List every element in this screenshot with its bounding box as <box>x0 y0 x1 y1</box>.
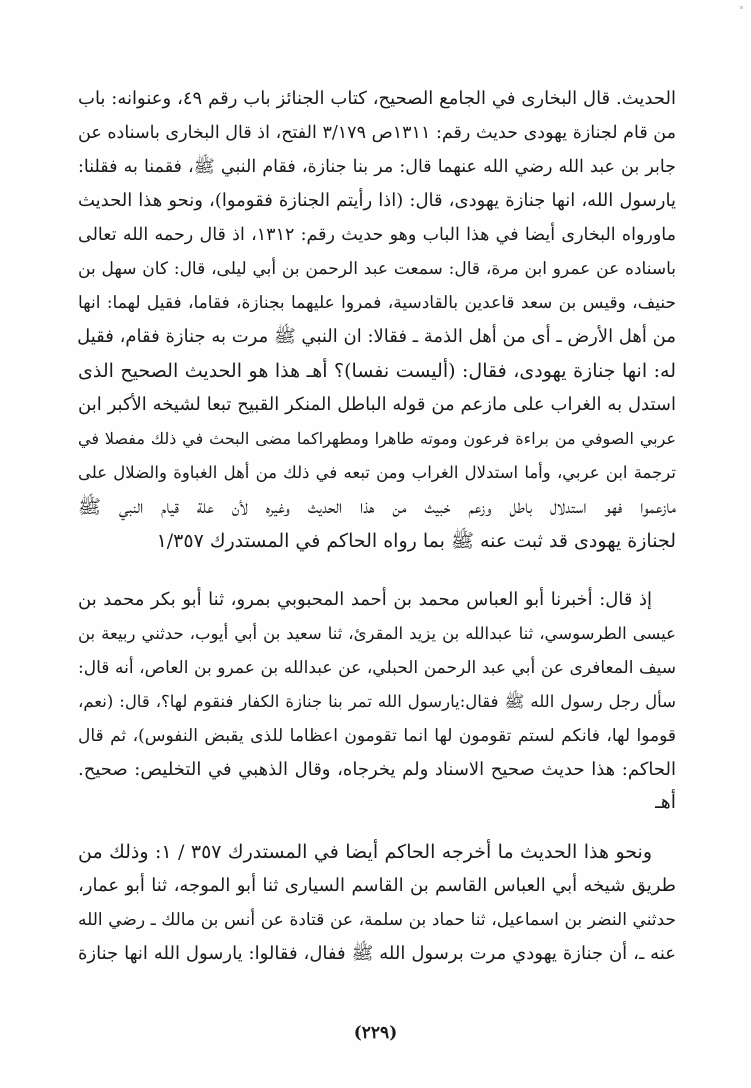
text-line: حدثني النضر بن اسماعيل، ثنا حماد بن سلمة، عن قتادة عن أنس بن مالك ـ رضي الله <box>78 910 676 930</box>
text-line: طريق شيخه أبي العباس القاسم بن القاسم السيارى ثنا أبو الموجه، ثنا أبو عمار، <box>78 875 676 896</box>
text-line: مازعموا فهو استدلال باطل وزعم خبيث من هذا الحديث وغيره لأن علة قيام النبي ﷺ <box>78 496 676 518</box>
paragraph-similar-hadith <box>78 835 676 971</box>
text-line: سيف المعافرى عن أبي عبد الرحمن الحبلي، عن عبدالله بن عمرو بن العاص، أنه قال: <box>78 658 676 678</box>
text-line: يارسول الله، انها جنازة يهودى، قال: (اذا رأيتم الجنازة فقوموا)، ونحو هذا الحديث <box>78 190 676 211</box>
text-line: لجنازة يهودى قد ثبت عنه ﷺ بما رواه الحاكم في المستدرك ١/٣٥٧ <box>156 530 676 552</box>
text-line: عربي الصوفي من براءة فرعون وموته طاهرا ومطهراكما مضى البحث في ذلك مفصلا في <box>78 429 676 448</box>
text-line: قوموا لها، فانكم لستم تقومون لها انما تقومون اعظاما للذى يقبض النفوس)، ثم قال <box>78 726 676 746</box>
text-line: عيسى الطرسوسي، ثنا عبدالله بن يزيد المقرئ، ثنا سعيد بن أبي أيوب، حدثني ربيعة بن <box>78 624 676 643</box>
paragraph-hakim-narration <box>78 583 676 821</box>
text-line: إذ قال: أخبرنا أبو العباس محمد بن أحمد المحبوبي بمرو، ثنا أبو بكر محمد بن <box>78 589 652 610</box>
text-line: ونحو هذا الحديث ما أخرجه الحاكم أيضا في المستدرك ٣٥٧ / ١: وذلك من <box>78 841 652 863</box>
paragraph-hadith-discussion <box>78 82 676 558</box>
text-line: ماورواه البخارى أيضا في هذا الباب وهو حديث رقم: ١٣١٢، اذ قال رحمه الله تعالى <box>78 225 677 245</box>
text-line: الحاكم: هذا حديث صحيح الاسناد ولم يخرجاه، وقال الذهبي في التخليص: صحيح. <box>78 759 676 780</box>
text-line: حنيف، وقيس بن سعد قاعدين بالقادسية، فمروا عليهما بجنازة، فقاما، فقيل لهما: انها <box>78 293 676 313</box>
text-line: من قام لجنازة يهودى حديث رقم: ١٣١١ص ٣/١٧٩ الفتح، اذ قال البخارى باسناده عن <box>78 123 676 143</box>
text-line: له: انها جنازة يهودى، فقال: (أليست نفسا)؟ أهـ هذا هو الحديث الصحيح الذى <box>78 360 676 382</box>
text-line: أهـ <box>655 791 676 813</box>
text-line: ترجمة ابن عربي، وأما استدلال الغراب ومن تبعه في ذلك من أهل الغباوة والضلال على <box>78 463 676 482</box>
text-line: الحديث. قال البخارى في الجامع الصحيح، كتاب الجنائز باب رقم ٤٩، وعنوانه: باب <box>78 88 676 109</box>
text-line: عنه ـ، أن جنازة يهودي مرت برسول الله ﷺ ففال، فقالوا: يارسول الله انها جنازة <box>78 943 676 964</box>
text-line: سأل رجل رسول الله ﷺ فقال:يارسول الله تمر بنا جنازة الكفار فنقوم لها؟، قال: (نعم، <box>78 692 676 711</box>
text-line: جابر بن عبد الله رضي الله عنهما قال: مر بنا جنازة، فقام النبي ﷺ، فقمنا به فقلنا: <box>78 157 676 177</box>
text-line: من أهل الأرض ـ أى من أهل الذمة ـ فقالا: ان النبي ﷺ مرت به جنازة فقام، فقيل <box>77 326 676 347</box>
scan-speck <box>740 6 743 9</box>
text-line: استدل به الغراب على مازعم من قوله الباطل المنكر القبيح تبعا لشيخه الأكبر ابن <box>78 394 676 415</box>
page-number: (٢٢٩) <box>353 1023 398 1043</box>
text-line: باسناده عن عمرو ابن مرة، قال: سمعت عبد الرحمن بن أبي ليلى، قال: كان سهل بن <box>78 259 676 279</box>
